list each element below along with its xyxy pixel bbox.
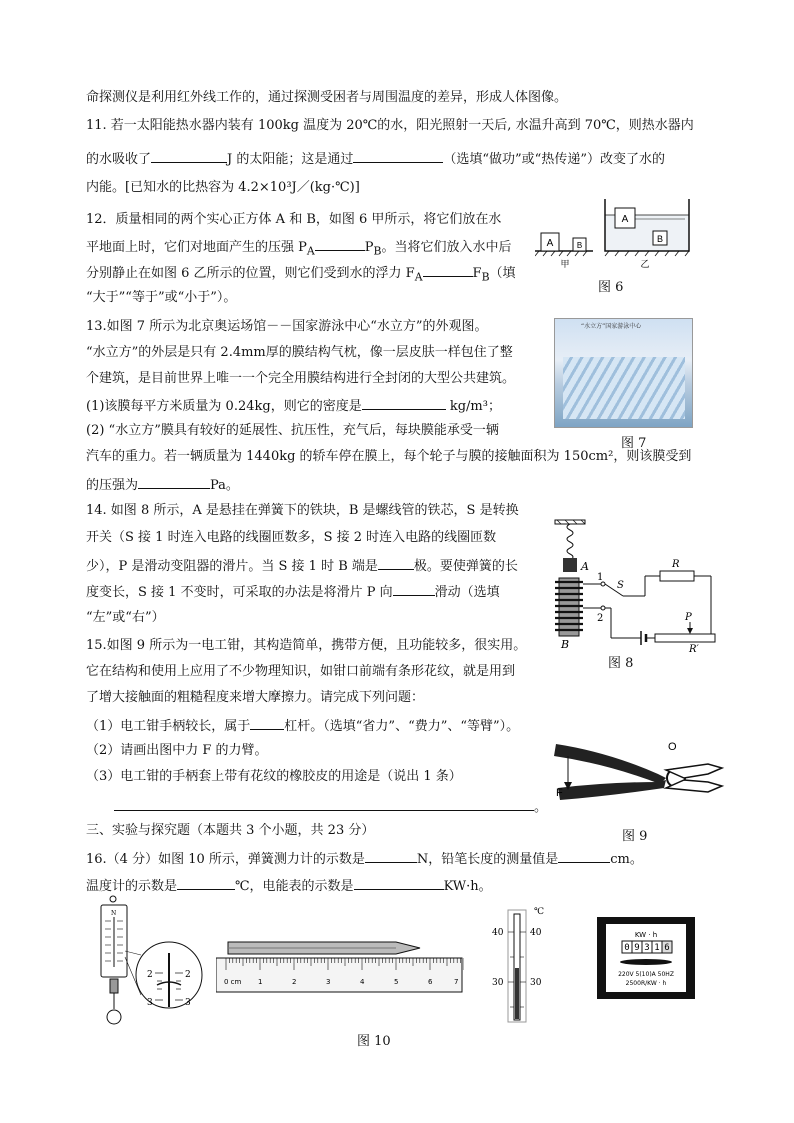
meter-digits	[622, 941, 672, 953]
question-14-line-4	[86, 583, 500, 601]
question-15-line-4	[86, 717, 519, 735]
text: 温度计的示数是	[86, 879, 178, 894]
answer-blank[interactable]	[315, 238, 365, 251]
label-2: 2	[185, 970, 191, 980]
spring-scale	[95, 895, 205, 1035]
text: （3）电工钳的手柄套上带有花纹的橡胶皮的用途是（说出 1 条）	[86, 769, 462, 784]
label-3: 3	[147, 998, 153, 1008]
iron-block-a	[563, 558, 577, 572]
label-b: B	[576, 241, 583, 250]
text: 16.（4 分）如图 10 所示，弹簧测力计的示数是	[86, 852, 365, 867]
text: 它在结构和使用上应用了不少物理知识，如钳口前端有条形花纹，就是用到	[86, 664, 516, 679]
answer-blank[interactable]	[378, 557, 414, 570]
question-15-line-5	[86, 743, 268, 759]
question-14-line-3	[86, 557, 518, 575]
label-b: B	[561, 638, 570, 651]
answer-blank[interactable]	[177, 877, 235, 890]
water-cube-photo	[554, 318, 693, 428]
question-11-line-1	[86, 118, 694, 134]
section-3-heading	[86, 823, 374, 839]
label-30: 30	[492, 978, 504, 988]
ceiling	[555, 520, 585, 524]
tick-label: 4	[360, 978, 365, 986]
text: 平地面上时，它们对地面产生的压强 P	[86, 240, 307, 255]
text: （2）请画出图中力 F 的力臂。	[86, 743, 268, 758]
text: （填	[489, 266, 516, 281]
text: Pa。	[210, 478, 239, 493]
label-a: A	[581, 560, 589, 573]
tick-label: 2	[292, 978, 297, 986]
question-11-line-2	[86, 150, 665, 168]
text: 极。要使弹簧的长	[413, 559, 518, 574]
question-15-line-3	[86, 690, 424, 706]
question-12-line-2	[86, 238, 511, 260]
scale-hook	[110, 979, 118, 993]
text: “大于”“等于”或“小于”）。	[86, 290, 237, 305]
text: “左”或“右”）	[86, 610, 165, 625]
label-yi: 乙	[640, 260, 650, 270]
digit: 3	[644, 943, 650, 953]
text: 的压强为	[86, 478, 139, 493]
text: 命探测仪是利用红外线工作的，通过探测受困者与周围温度的差异，形成人体图像。	[86, 90, 568, 105]
tick-label: 0 cm	[224, 978, 242, 986]
text: （选填“做功”或“热传递”）改变了水的	[443, 152, 665, 167]
label-r: R	[672, 559, 680, 570]
subscript: B	[373, 244, 382, 258]
ruler-and-pencil	[216, 936, 464, 994]
text: J 的太阳能；这是通过	[227, 152, 354, 167]
text: 开关（S 接 1 时连入电路的线圈匝数多，S 接 2 时连入电路的线圈匝数	[86, 530, 497, 545]
tick-label: 5	[394, 978, 399, 986]
subscript: A	[414, 270, 423, 284]
text: (2) “水立方”膜具有较好的延展性、抗压性，充气后，每块膜能承受一辆	[86, 423, 499, 438]
question-14-line-1	[86, 503, 519, 519]
terminal-2	[601, 606, 605, 610]
unit-celsius: ℃	[534, 907, 545, 917]
text: P	[364, 240, 374, 255]
text: 12．质量相同的两个实心正方体 A 和 B，如图 6 甲所示，将它们放在水	[86, 212, 502, 227]
pliers-handle-bottom	[558, 780, 666, 800]
text: 滑动（选填	[434, 585, 500, 600]
meter-unit: KW · h	[634, 931, 658, 939]
figure-10-caption: 图 10	[357, 1034, 391, 1049]
question-12-line-3	[86, 264, 516, 286]
label-jia: 甲	[560, 260, 570, 270]
text: 杠杆。（选填“省力”、“费力”、“等臂”）。	[284, 719, 520, 734]
question-16-line-2	[86, 877, 492, 895]
text: 内能。[已知水的比热容为 4.2×10³J／(kg·℃)]	[86, 180, 360, 195]
energy-meter	[596, 916, 696, 1000]
question-13-line-6	[86, 449, 691, 465]
text: kg/m³；	[449, 399, 501, 414]
label-2: 2	[147, 970, 153, 980]
text: (1)该膜每平方米质量为 0.24kg，则它的密度是	[86, 399, 362, 414]
text: 。	[534, 800, 548, 815]
digit: 1	[654, 943, 660, 953]
label-r-prime: R′	[689, 644, 699, 653]
tick-label: 3	[326, 978, 331, 986]
answer-blank[interactable]	[365, 850, 417, 863]
digit: 9	[634, 943, 640, 953]
answer-blank[interactable]	[138, 476, 210, 489]
question-15-line-1	[86, 638, 526, 654]
digit: 0	[624, 943, 630, 953]
figure-8-caption: 图 8	[608, 656, 634, 671]
answer-blank[interactable]	[354, 877, 444, 890]
question-13-line-2	[86, 345, 513, 361]
answer-blank[interactable]	[151, 150, 227, 163]
answer-blank[interactable]	[114, 798, 534, 811]
text-line-intro	[86, 90, 567, 106]
meter-spec: 220V 5(10)A 50HZ	[618, 971, 674, 978]
water-cube-building	[563, 357, 685, 419]
text: 11. 若一太阳能热水器内装有 100kg 温度为 20℃的水，阳光照射一天后, 水温升高到 70℃，则热水器内	[86, 118, 694, 133]
label-1: 1	[597, 572, 604, 583]
text: 分别静止在如图 6 乙所示的位置，则它们受到水的浮力 F	[86, 266, 415, 281]
thermometer	[490, 902, 558, 1024]
text: F	[472, 266, 482, 281]
text: 三、实验与探究题（本题共 3 个小题，共 23 分）	[86, 823, 375, 838]
text: 13.如图 7 所示为北京奥运场馆－－国家游泳中心“水立方”的外观图。	[86, 319, 488, 334]
text: 。当将它们放入水中后	[381, 240, 512, 255]
label-s: S	[617, 580, 624, 591]
answer-blank[interactable]	[353, 150, 443, 163]
tick-label: 7	[454, 978, 459, 986]
photo-caption: “水立方”国家游泳中心	[581, 323, 642, 330]
label-a: A	[546, 238, 554, 249]
rheostat	[655, 634, 715, 642]
text: 了增大接触面的粗糙程度来增大摩擦力。请完成下列问题：	[86, 690, 425, 705]
answer-blank[interactable]	[250, 717, 284, 730]
text: 度变长，S 接 1 不变时，可采取的办法是将滑片 P 向	[86, 585, 393, 600]
subscript: A	[306, 244, 315, 258]
label-f: F	[556, 787, 563, 799]
question-15-line-2	[86, 664, 515, 680]
answer-blank[interactable]	[558, 850, 610, 863]
figure-9-caption: 图 9	[622, 829, 648, 844]
answer-blank[interactable]	[393, 583, 435, 596]
question-12-line-4	[86, 290, 236, 306]
resistor-r	[660, 571, 694, 581]
ruler	[216, 958, 462, 992]
text: 个建筑，是目前世界上唯一一个完全用膜结构进行全封闭的大型公共建筑。	[86, 371, 516, 386]
text: cm。	[610, 852, 643, 867]
label-a: A	[621, 214, 629, 225]
label-b: B	[656, 234, 664, 244]
text: 的水吸收了	[86, 152, 152, 167]
question-13-line-4	[86, 397, 501, 415]
text: （1）电工钳手柄较长，属于	[86, 719, 251, 734]
label-p: P	[685, 612, 692, 623]
question-13-line-7	[86, 476, 239, 494]
text: 15.如图 9 所示为一电工钳，其构造简单，携带方便，且功能较多，很实用。	[86, 638, 527, 653]
text: “水立方”的外层是只有 2.4mm厚的膜结构气枕，像一层皮肤一样包住了整	[86, 345, 513, 360]
pliers-handle-top	[554, 744, 666, 784]
answer-blank[interactable]	[362, 397, 446, 410]
question-13-line-3	[86, 371, 515, 387]
label-2: 2	[597, 613, 604, 624]
answer-blank[interactable]	[423, 264, 473, 277]
scale-ring	[110, 896, 116, 902]
meter-spec: 2500R/KW · h	[625, 980, 667, 987]
figure-9	[548, 734, 728, 824]
question-16-line-1	[86, 850, 643, 868]
tick-label: 6	[428, 978, 433, 986]
question-13-line-1	[86, 319, 488, 335]
subscript: B	[481, 270, 490, 284]
text: 14. 如图 8 所示，A 是悬挂在弹簧下的铁块，B 是螺线管的铁芯，S 是转换	[86, 503, 519, 518]
meter-disc	[620, 959, 672, 965]
question-15-line-7	[114, 798, 547, 816]
label-40: 40	[492, 928, 504, 938]
spring	[567, 524, 573, 560]
label-n: N	[111, 910, 117, 917]
label-40: 40	[530, 928, 542, 938]
tick-label: 1	[258, 978, 263, 986]
figure-6-caption: 图 6	[598, 280, 624, 295]
hanging-weight	[107, 1010, 121, 1024]
label-o: O	[668, 741, 677, 753]
mercury-column	[515, 968, 519, 1019]
question-15-line-6	[86, 769, 462, 785]
question-14-line-5	[86, 610, 165, 626]
question-11-line-3	[86, 180, 360, 196]
figure-7-caption: 图 7	[621, 436, 647, 451]
question-13-line-5	[86, 423, 499, 439]
label-30: 30	[530, 978, 542, 988]
text: KW·h。	[443, 879, 492, 894]
question-12-line-1	[86, 212, 501, 228]
label-3: 3	[185, 998, 191, 1008]
question-14-line-2	[86, 530, 496, 546]
figure-8	[545, 518, 725, 653]
text: 汽车的重力。若一辆质量为 1440kg 的轿车停在膜上，每个轮子与膜的接触面积为 150cm²，则该膜受到	[86, 449, 692, 464]
text: 少），P 是滑动变阻器的滑片。当 S 接 1 时 B 端是	[86, 559, 378, 574]
text: N，铅笔长度的测量值是	[416, 852, 559, 867]
text: ℃，电能表的示数是	[235, 879, 354, 894]
digit: 6	[664, 943, 670, 953]
